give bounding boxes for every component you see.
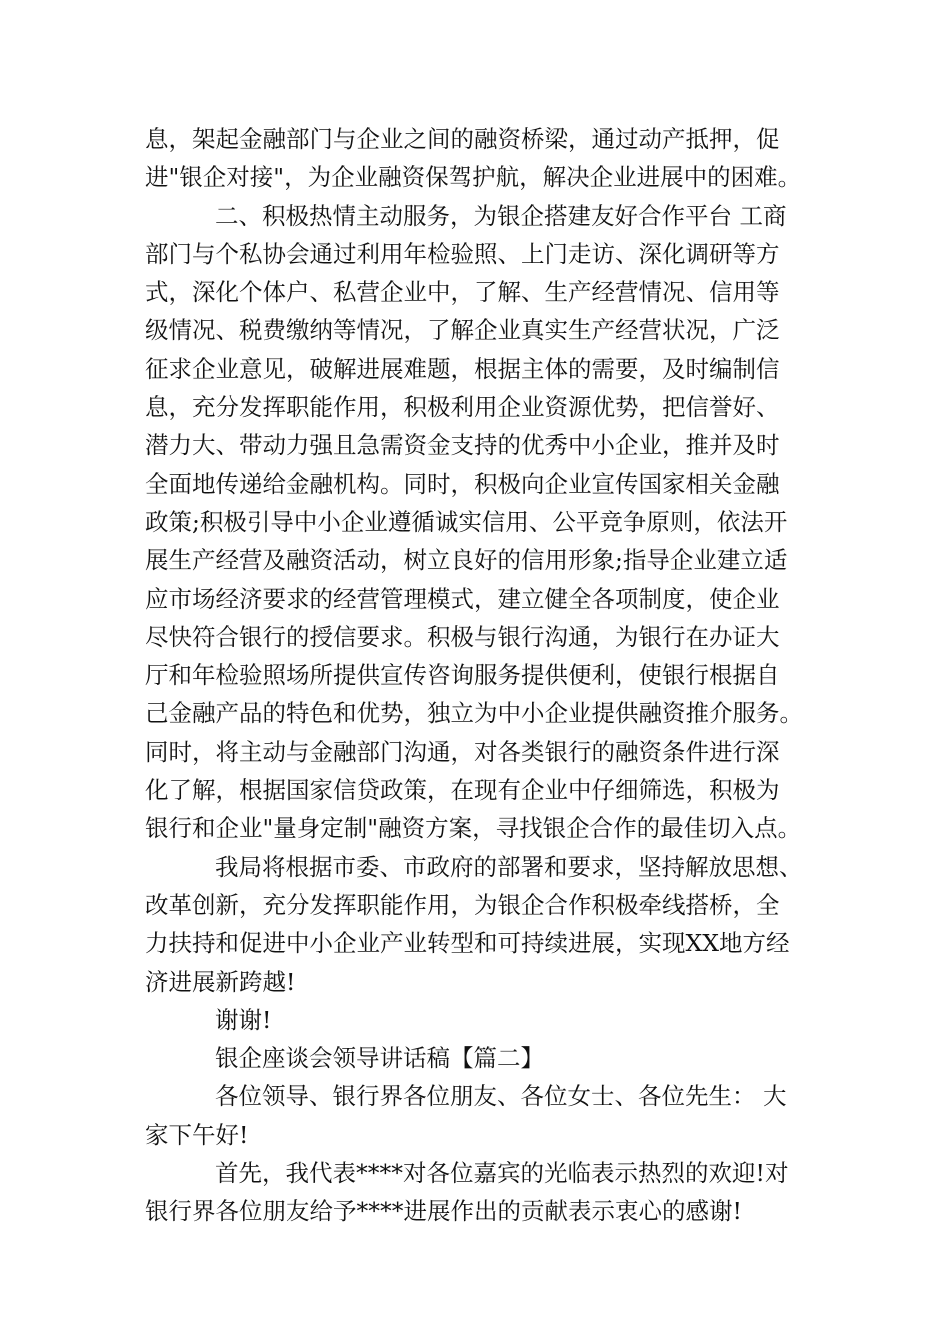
text-line: 进"银企对接"，为企业融资保驾护航，解决企业进展中的困难。 <box>145 163 802 192</box>
text-line: 式，深化个体户、私营企业中，了解、生产经营情况、信用等 <box>145 278 780 307</box>
text-line: 家下午好! <box>145 1120 249 1149</box>
text-line: 银行界各位朋友给予****进展作出的贡献表示衷心的感谢! <box>145 1197 742 1226</box>
text-line: 展生产经营及融资活动，树立良好的信用形象;指导企业建立适 <box>145 546 788 575</box>
text-line: 息，架起金融部门与企业之间的融资桥梁，通过动产抵押，促 <box>145 125 780 153</box>
document-body <box>145 120 807 1231</box>
text-line: 潜力大、带动力强且急需资金支持的优秀中小企业，推并及时 <box>145 431 780 460</box>
text-line: 同时，将主动与金融部门沟通，对各类银行的融资条件进行深 <box>145 737 780 766</box>
text-line: 政策;积极引导中小企业遵循诚实信用、公平竞争原则，依法开 <box>145 507 788 536</box>
text-line: 息，充分发挥职能作用，积极利用企业资源优势，把信誉好、 <box>145 393 780 422</box>
closing-line: 谢谢! <box>215 1005 272 1034</box>
text-line: 尽快符合银行的授信要求。积极与银行沟通，为银行在办证大 <box>145 622 780 651</box>
text-line: 厅和年检验照场所提供宣传咨询服务提供便利，使银行根据自 <box>145 661 780 690</box>
paragraph-start-line: 首先，我代表****对各位嘉宾的光临表示热烈的欢迎!对 <box>215 1159 789 1188</box>
text-line: 全面地传递给金融机构。同时，积极向企业宣传国家相关金融 <box>145 469 780 498</box>
text-line: 应市场经济要求的经营管理模式，建立健全各项制度，使企业 <box>145 584 780 613</box>
text-line: 己金融产品的特色和优势，独立为中小企业提供融资推介服务。 <box>145 699 803 728</box>
text-line: 银行和企业"量身定制"融资方案，寻找银企合作的最佳切入点。 <box>145 814 802 843</box>
paragraph-start-line: 我局将根据市委、市政府的部署和要求，坚持解放思想、 <box>215 852 803 881</box>
text-line: 力扶持和促进中小企业产业转型和可持续进展，实现XX地方经 <box>145 929 790 958</box>
text-line: 化了解，根据国家信贷政策，在现有企业中仔细筛选，积极为 <box>145 776 780 805</box>
greeting-line: 各位领导、银行界各位朋友、各位女士、各位先生： 大 <box>215 1082 787 1111</box>
text-line: 级情况、税费缴纳等情况，了解企业真实生产经营状况，广泛 <box>145 316 780 345</box>
section-title: 银企座谈会领导讲话稿【篇二】 <box>215 1044 544 1073</box>
section-heading-line: 二、积极热情主动服务，为银企搭建友好合作平台 工商 <box>215 201 787 230</box>
text-line: 改革创新，充分发挥职能作用，为银企合作积极牵线搭桥，全 <box>145 890 780 919</box>
text-line: 征求企业意见，破解进展难题，根据主体的需要，及时编制信 <box>145 354 780 383</box>
text-line: 济进展新跨越! <box>145 967 296 996</box>
text-line: 部门与个私协会通过利用年检验照、上门走访、深化调研等方 <box>145 239 780 268</box>
